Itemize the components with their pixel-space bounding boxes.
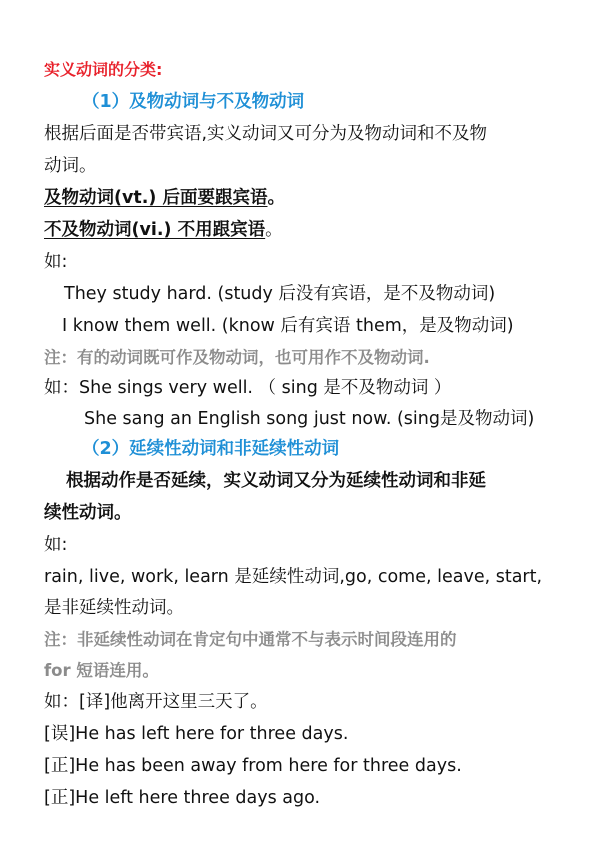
vi-definition [44, 218, 283, 242]
doc-title: 实义动词的分类: [44, 60, 163, 79]
section-2-verb-list-line-2: 是非延续性动词。 [44, 598, 184, 618]
section-1-note: 注：有的动词既可作及物动词，也可用作不及物动词. [44, 348, 430, 367]
section-2-example-1: 如：[译]他离开这里三天了。 [44, 692, 268, 712]
section-2-example-label: 如: [44, 535, 68, 555]
section-2-paragraph-line-1: 根据动作是否延续，实义动词又分为延续性动词和非延 [66, 471, 486, 491]
vi-definition-end: 。 [265, 220, 283, 240]
section-2-example-4: [正]He left here three days ago. [44, 788, 321, 808]
section-2-example-3: [正]He has been away from here for three days. [44, 756, 462, 776]
section-1-example-4: She sang an English song just now. (sing是及物动词) [84, 409, 535, 429]
section-1-paragraph-line-1: 根据后面是否带宾语,实义动词又可分为及物动词和不及物 [44, 124, 488, 144]
section-1-example-3: 如：She sings very well. （ sing 是不及物动词 ） [44, 378, 452, 398]
section-1-example-2: I know them well. (know 后有宾语 them，是及物动词) [62, 316, 514, 336]
section-2-note-line-2: for 短语连用。 [44, 661, 159, 680]
vi-definition-text: 不及物动词(vi.) 不用跟宾语 [44, 220, 266, 240]
section-2-example-2: [误]He has left here for three days. [44, 724, 349, 744]
section-1-example-label: 如: [44, 252, 68, 272]
vt-definition-end: 。 [267, 188, 286, 208]
section-1-heading: （1）及物动词与不及物动词 [82, 92, 305, 112]
section-2-paragraph-line-2: 续性动词。 [44, 503, 132, 523]
section-2-note-line-1: 注：非延续性动词在肯定句中通常不与表示时间段连用的 [44, 630, 457, 649]
vt-definition-text: 及物动词(vt.) 后面要跟宾语 [44, 188, 268, 208]
section-2-verb-list-line-1: rain, live, work, learn 是延续性动词,go, come, leave, start, [44, 567, 543, 587]
vt-definition [44, 186, 285, 210]
section-2-heading: （2）延续性动词和非延续性动词 [82, 439, 340, 459]
section-1-example-1: They study hard. (study 后没有宾语，是不及物动词) [64, 284, 496, 304]
section-1-paragraph-line-2: 动词。 [44, 156, 97, 176]
